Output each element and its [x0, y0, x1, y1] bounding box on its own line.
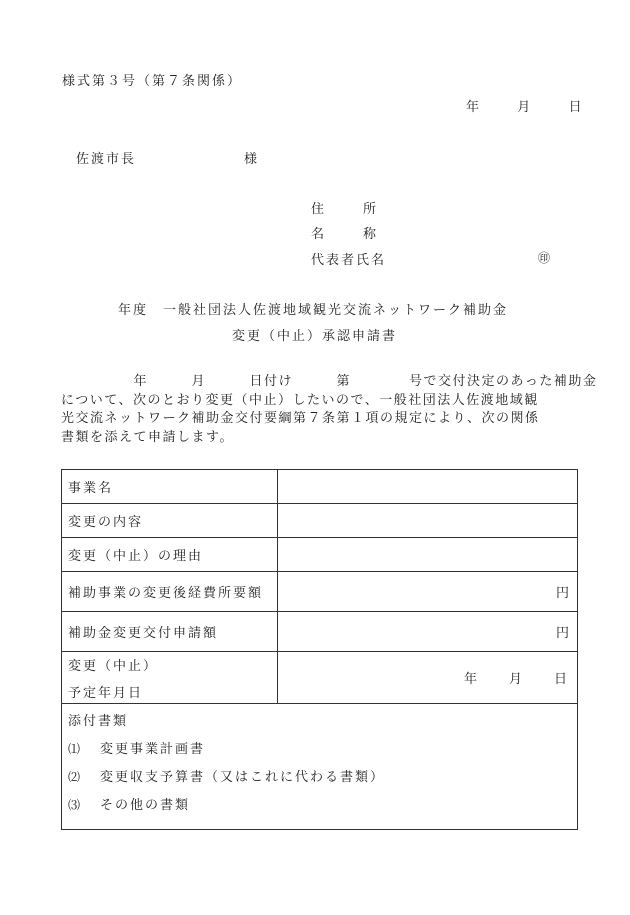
cost-field[interactable]: [278, 572, 578, 612]
table-row: [62, 612, 578, 652]
body-paragraph: [61, 373, 598, 447]
grant-unit: 円: [555, 626, 571, 641]
table-row: [62, 538, 578, 572]
date-year: 年: [466, 100, 480, 115]
attachment-text: 変更収支予算書（又はこれに代わる書類）: [100, 770, 386, 785]
addressee-honorific: 様: [244, 152, 258, 167]
name-label: 名 称: [311, 227, 377, 242]
table-row: [62, 652, 578, 704]
document-title: 年度 一般社団法人佐渡地域観光交流ネットワーク補助金: [118, 303, 509, 318]
attachment-number: ⑵: [68, 770, 83, 784]
change-content-label: 変更の内容: [62, 504, 278, 538]
body-line: 年 月 日付け 第 号で交付決定のあった補助金: [61, 374, 598, 389]
change-reason-field[interactable]: [278, 538, 578, 572]
body-line: 光交流ネットワーク補助金交付要綱第７条第１項の規定により、次の関係: [61, 411, 540, 426]
project-name-field[interactable]: [278, 470, 578, 504]
schedule-label-line1: 変更（中止）: [68, 658, 159, 674]
table-row: [62, 470, 578, 504]
schedule-label: [62, 652, 278, 704]
attachments-label: 添付書類: [68, 714, 129, 729]
date-line: [466, 96, 582, 115]
document-subtitle: 変更（中止）承認申請書: [232, 329, 398, 344]
schedule-year: 年: [463, 672, 479, 687]
application-table: [61, 469, 578, 830]
attachments-cell: [62, 704, 578, 830]
grant-label: 補助金変更交付申請額: [62, 612, 278, 652]
date-day: 日: [568, 100, 582, 115]
cost-unit: 円: [555, 586, 571, 601]
attachment-text: その他の書類: [100, 798, 191, 813]
address-label: 住 所: [311, 202, 377, 217]
date-month: 月: [517, 100, 531, 115]
change-reason-label: 変更（中止）の理由: [62, 538, 278, 572]
attachment-item: [68, 738, 571, 757]
table-row: [62, 704, 578, 830]
schedule-label-line2: 予定年月日: [68, 685, 144, 701]
attachment-text: 変更事業計画書: [100, 742, 206, 757]
table-row: [62, 504, 578, 538]
project-name-label: 事業名: [62, 470, 278, 504]
cost-label: 補助事業の変更後経費所要額: [62, 572, 278, 612]
attachment-number: ⑴: [68, 742, 83, 756]
representative-label: 代表者氏名: [311, 253, 387, 268]
attachment-item: [68, 794, 571, 813]
schedule-date-field[interactable]: [278, 652, 578, 704]
change-content-field[interactable]: [278, 504, 578, 538]
body-line: 書類を添えて申請します。: [61, 429, 234, 445]
attachment-item: [68, 766, 571, 785]
schedule-day: 日: [553, 672, 569, 687]
seal-mark: ㊞: [538, 251, 551, 265]
schedule-month: 月: [508, 672, 524, 687]
form-number: 様式第３号（第７条関係）: [62, 74, 243, 89]
table-row: [62, 572, 578, 612]
addressee: 佐渡市長: [76, 152, 137, 167]
attachment-number: ⑶: [68, 798, 83, 812]
body-line: について、次のとおり変更（中止）したいので、一般社団法人佐渡地域観: [61, 392, 539, 408]
grant-field[interactable]: [278, 612, 578, 652]
